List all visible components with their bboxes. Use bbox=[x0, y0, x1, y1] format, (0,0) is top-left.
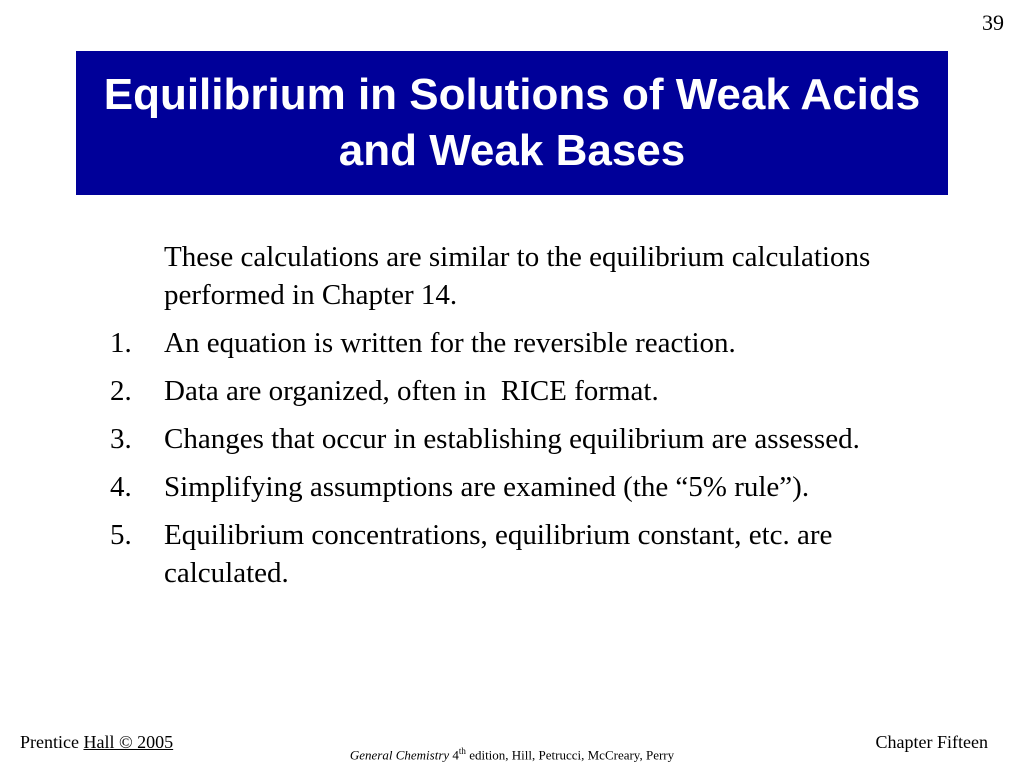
list-item bbox=[110, 324, 910, 362]
edition-superscript: th bbox=[458, 746, 466, 756]
slide-title: Equilibrium in Solutions of Weak Acids and Weak Bases bbox=[103, 70, 921, 175]
list-item bbox=[110, 372, 910, 410]
list-item bbox=[110, 516, 910, 592]
list-item-text: Changes that occur in establishing equilibrium are assessed. bbox=[164, 423, 860, 455]
list-item-number: 2. bbox=[110, 375, 132, 407]
list-item bbox=[110, 420, 910, 458]
edition-authors: edition, Hill, Petrucci, McCreary, Perry bbox=[465, 747, 675, 763]
list-item-number: 3. bbox=[110, 423, 132, 455]
book-title: General Chemistry bbox=[349, 747, 450, 763]
list-item-number: 5. bbox=[110, 519, 132, 551]
publisher-prefix: Prentice bbox=[20, 732, 84, 752]
list-item-text: Simplifying assumptions are examined (the “5% rule”). bbox=[164, 471, 810, 503]
list-item-text: An equation is written for the reversible reaction. bbox=[164, 327, 736, 359]
list-item-number: 1. bbox=[110, 327, 132, 359]
footer-citation bbox=[0, 746, 1024, 763]
publisher-copyright: Hall © 2005 bbox=[83, 732, 174, 752]
list-item-text: Data are organized, often in RICE format. bbox=[164, 375, 659, 407]
title-banner bbox=[76, 51, 948, 195]
list-item-text: Equilibrium concentrations, equilibrium constant, etc. are calculated. bbox=[164, 519, 833, 589]
footer-chapter: Chapter Fifteen bbox=[875, 732, 988, 752]
list-item-number: 4. bbox=[110, 471, 132, 503]
page-number: 39 bbox=[982, 10, 1004, 35]
slide-body bbox=[110, 238, 910, 602]
intro-paragraph: These calculations are similar to the equilibrium calculations performed in Chapter 14. bbox=[164, 241, 871, 311]
list-item bbox=[110, 468, 910, 506]
edition-number: 4 bbox=[449, 747, 459, 763]
